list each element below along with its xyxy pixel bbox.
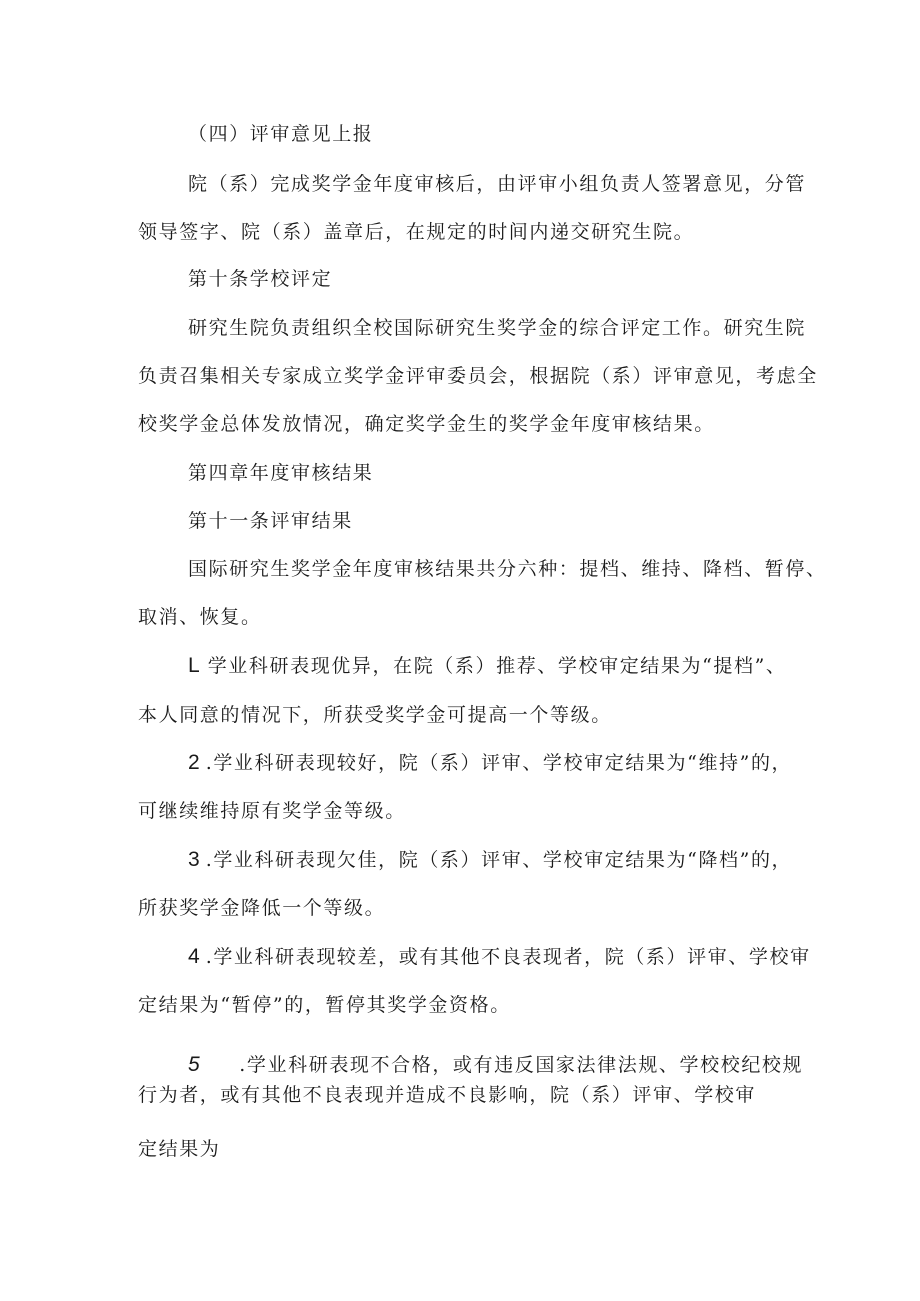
list-item-text: .学业科研表现较差，或有其他不良表现者，院（系）评审、学校审 — [205, 946, 811, 968]
paragraph-line: 国际研究生奖学金年度审核结果共分六种：提档、维持、降档、暂停、 — [188, 558, 827, 580]
paragraph-line: 负责召集相关专家成立奖学金评审委员会，根据院（系）评审意见，考虑全 — [138, 365, 818, 387]
list-item-marker: 4 — [188, 945, 200, 968]
article-title: 第十条学校评定 — [188, 268, 333, 290]
paragraph-line: 所获奖学金降低一个等级。 — [138, 897, 386, 919]
paragraph-line: 定结果为 — [138, 1138, 221, 1160]
list-item-marker: 2 — [188, 751, 200, 774]
paragraph-line: 行为者，或有其他不良表现并造成不良影响，院（系）评审、学校审 — [138, 1084, 757, 1106]
chapter-title: 第四章年度审核结果 — [188, 462, 374, 484]
paragraph-line: 校奖学金总体发放情况，确定奖学金生的奖学金年度审核结果。 — [138, 413, 715, 435]
list-item-text: .学业科研表现较好，院（系）评审、学校审定结果为“维持”的， — [205, 752, 793, 774]
paragraph-line: 领导签字、院（系）盖章后，在规定的时间内递交研究生院。 — [138, 221, 695, 243]
list-item — [188, 1052, 803, 1078]
paragraph-line: 本人同意的情况下，所获受奖学金可提高一个等级。 — [138, 704, 612, 726]
list-item-text: 学业科研表现优异，在院（系）推荐、学校审定结果为“提档”、 — [207, 655, 787, 677]
article-title: 第十一条评审结果 — [188, 510, 353, 532]
paragraph-line: 定结果为“暂停”的，暂停其奖学金资格。 — [138, 994, 511, 1016]
list-item-text: .学业科研表现欠佳，院（系）评审、学校审定结果为“降档”的， — [205, 849, 793, 871]
paragraph-line: 研究生院负责组织全校国际研究生奖学金的综合评定工作。研究生院 — [188, 317, 807, 339]
list-item-text: .学业科研表现不合格，或有违反国家法律法规、学校校纪校规 — [239, 1054, 804, 1076]
list-item-marker: 5 — [188, 1053, 202, 1076]
list-item-marker: 3 — [188, 848, 200, 871]
list-item-marker: L — [188, 654, 200, 677]
paragraph-line: 取消、恢复。 — [138, 606, 262, 628]
list-item — [188, 847, 792, 873]
list-item — [188, 653, 787, 679]
paragraph-line: 可继续维持原有奖学金等级。 — [138, 800, 406, 822]
list-item — [188, 944, 811, 970]
paragraph-line: 院（系）完成奖学金年度审核后，由评审小组负责人签署意见，分管 — [188, 173, 807, 195]
list-item — [188, 750, 792, 776]
section-heading: （四）评审意见上报 — [188, 123, 374, 145]
